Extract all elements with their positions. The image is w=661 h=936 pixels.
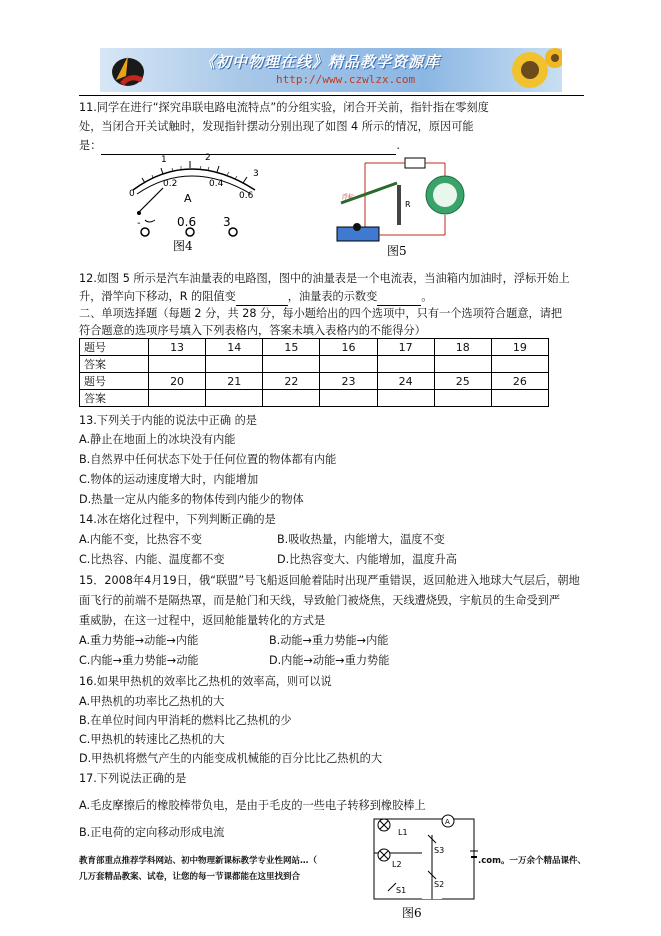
- table-row: [80, 339, 549, 356]
- fig4-scale-top-2: 2: [205, 153, 211, 163]
- question-number-cell: 17: [377, 339, 434, 356]
- q12-line1: 12.如图 5 所示是汽车油量表的电路图，图中的油量表是一个电流表，当油箱内加油时，浮标开始上: [79, 272, 570, 285]
- answer-cell[interactable]: [377, 390, 434, 407]
- logo-icon: [108, 50, 148, 90]
- footer-line2: 几万套精品教案、试卷，让您的每一节课都能在这里找到合: [79, 872, 301, 882]
- q16-option-d: D.甲热机将燃气产生的内能变成机械能的百分比比乙热机的大: [79, 752, 383, 765]
- answer-cell[interactable]: [320, 356, 377, 373]
- answer-cell[interactable]: [491, 390, 548, 407]
- footer-line1-b: .com。一万余个精品课件、: [478, 856, 586, 866]
- q12-line2-c: 。: [421, 290, 433, 303]
- q14-stem: 14.冰在熔化过程中，下列判断正确的是: [79, 513, 276, 526]
- fig6-S2: S2: [434, 880, 445, 889]
- question-number-cell: 23: [320, 373, 377, 390]
- fig6-S3: S3: [434, 846, 445, 855]
- q17-option-b: B.正电荷的定向移动形成电流: [79, 826, 225, 839]
- q16-option-c: C.甲热机的转速比乙热机的大: [79, 733, 225, 746]
- answer-cell[interactable]: [206, 356, 263, 373]
- fig4-needle: [139, 188, 163, 212]
- question-number-cell: 18: [434, 339, 491, 356]
- question-number-cell: 21: [206, 373, 263, 390]
- answer-cell[interactable]: [263, 356, 320, 373]
- question-number-cell: 26: [491, 373, 548, 390]
- q11-line3-prefix: 是：: [79, 139, 102, 152]
- fig4-scale-top-3: 3: [253, 169, 259, 179]
- table-header-cell: 答案: [80, 390, 149, 407]
- fig4-scale-top-1: 1: [161, 155, 167, 165]
- fig5-r-label: R: [405, 200, 411, 209]
- q17-stem: 17.下列说法正确的是: [79, 772, 187, 785]
- answer-cell[interactable]: [434, 390, 491, 407]
- answer-cell[interactable]: [263, 390, 320, 407]
- sunflower-icon: [500, 48, 562, 92]
- fig4-scale-bottom-06: 0.6: [239, 191, 254, 201]
- fig5-float-label: 浮标: [342, 194, 355, 201]
- q13-option-b: B.自然界中任何状态下处于任何位置的物体都有内能: [79, 453, 337, 466]
- question-number-cell: 22: [263, 373, 320, 390]
- answer-cell[interactable]: [206, 390, 263, 407]
- q12-line2-a: 升，滑竿向下移动，R 的阻值变: [79, 290, 236, 303]
- question-number-cell: 24: [377, 373, 434, 390]
- q15-line1: 15．2008年4月19日，俄“联盟”号飞船返回舱着陆时出现严重错误，返回舱进入地球大气层后，朝地: [79, 574, 580, 587]
- fig6-L1: L1: [398, 828, 408, 837]
- fig4-terminal-3: 3: [223, 215, 231, 229]
- header-banner: [100, 48, 562, 92]
- header-divider: [79, 95, 584, 96]
- answer-table: [79, 338, 549, 407]
- q11-line2: 处，当闭合开关试触时，发现指针摆动分别出现了如图 4 所示的情况，原因可能: [79, 120, 474, 133]
- fig4-scale-bottom-04: 0.4: [209, 179, 224, 189]
- fig4-label: 图4: [173, 239, 193, 253]
- q13-option-a: A.静止在地面上的冰块没有内能: [79, 433, 236, 446]
- q15-option-d: D.内能→动能→重力势能: [269, 654, 390, 667]
- fig4-unit: A: [184, 192, 192, 205]
- q15-option-c: C.内能→重力势能→动能: [79, 654, 199, 667]
- footer-line1-a: 教育部重点推荐学科网站、初中物理新课标教学专业性网站…（: [79, 856, 318, 866]
- answer-cell[interactable]: [434, 356, 491, 373]
- answer-cell[interactable]: [320, 390, 377, 407]
- q14-option-d: D.比热容变大、内能增加，温度升高: [277, 553, 457, 566]
- answer-cell[interactable]: [149, 390, 206, 407]
- table-row: [80, 373, 549, 390]
- fig6-label: 图6: [402, 906, 422, 920]
- q12-line2: [79, 288, 433, 306]
- fig4-terminal-minus: -: [137, 218, 141, 229]
- fig5-label: 图5: [387, 244, 407, 258]
- fig6-ammeter-label: A: [445, 818, 450, 826]
- question-number-cell: 16: [320, 339, 377, 356]
- q15-line2: 面飞行的前端不是隔热罩，而是舱门和天线，导致舱门被烧焦，天线遭烧毁，宇航员的生命受到严: [79, 594, 561, 607]
- table-header-cell: 答案: [80, 356, 149, 373]
- q15-option-b: B.动能→重力势能→内能: [269, 634, 389, 647]
- fig6-L2: L2: [392, 860, 402, 869]
- answer-cell[interactable]: [149, 356, 206, 373]
- question-number-cell: 19: [491, 339, 548, 356]
- q11-line3: 是： .: [79, 137, 400, 155]
- question-number-cell: 20: [149, 373, 206, 390]
- question-number-cell: 14: [206, 339, 263, 356]
- section2-line1: 二、单项选择题（每题 2 分，共 28 分，每小题给出的四个选项中，只有一个选项符合题意，请把: [79, 307, 563, 320]
- table-row: [80, 356, 549, 373]
- q13-option-d: D.热量一定从内能多的物体传到内能少的物体: [79, 493, 304, 506]
- q13-option-c: C.物体的运动速度增大时，内能增加: [79, 473, 259, 486]
- question-number-cell: 25: [434, 373, 491, 390]
- q16-option-b: B.在单位时间内甲消耗的燃料比乙热机的少: [79, 714, 292, 727]
- q16-stem: 16.如果甲热机的效率比乙热机的效率高，则可以说: [79, 675, 332, 688]
- table-header-cell: 题号: [80, 373, 149, 390]
- fig4-terminal-06: 0.6: [177, 215, 197, 229]
- q14-option-c: C.比热容、内能、温度都不变: [79, 553, 225, 566]
- q11-line1: 11.同学在进行“探究串联电路电流特点”的分组实验，闭合开关前，指针指在零刻度: [79, 101, 489, 114]
- q13-stem: 13.下列关于内能的说法中正确 的是: [79, 414, 257, 427]
- figure-6-circuit: [362, 813, 482, 925]
- banner-url[interactable]: http://www.czwlzx.com: [276, 73, 416, 86]
- answer-cell[interactable]: [491, 356, 548, 373]
- q14-option-a: A.内能不变，比热容不变: [79, 533, 202, 546]
- question-number-cell: 15: [263, 339, 320, 356]
- fig4-scale-bottom-02: 0.2: [163, 179, 178, 189]
- answer-cell[interactable]: [377, 356, 434, 373]
- question-number-cell: 13: [149, 339, 206, 356]
- q17-option-a: A.毛皮摩擦后的橡胶棒带负电，是由于毛皮的一些电子转移到橡胶棒上: [79, 799, 426, 812]
- figure-5-fuel-gauge: [335, 155, 485, 260]
- fig6-S1: S1: [396, 886, 407, 895]
- section2-line2: 符合题意的选项序号填入下列表格内，答案未填入表格内的不能得分）: [79, 324, 426, 337]
- table-row: [80, 390, 549, 407]
- figure-4-ammeter: [115, 150, 265, 260]
- fig4-scale-bottom-0: 0: [129, 189, 135, 199]
- banner-title: 《初中物理在线》精品教学资源库: [200, 53, 441, 71]
- q12-line2-b: ，油量表的示数变: [287, 290, 378, 303]
- table-header-cell: 题号: [80, 339, 149, 356]
- q15-line3: 重威胁，在这一过程中，返回舱能量转化的方式是: [79, 614, 326, 627]
- q16-option-a: A.甲热机的功率比乙热机的大: [79, 695, 225, 708]
- q14-option-b: B.吸收热量，内能增大，温度不变: [277, 533, 445, 546]
- q15-option-a: A.重力势能→动能→内能: [79, 634, 199, 647]
